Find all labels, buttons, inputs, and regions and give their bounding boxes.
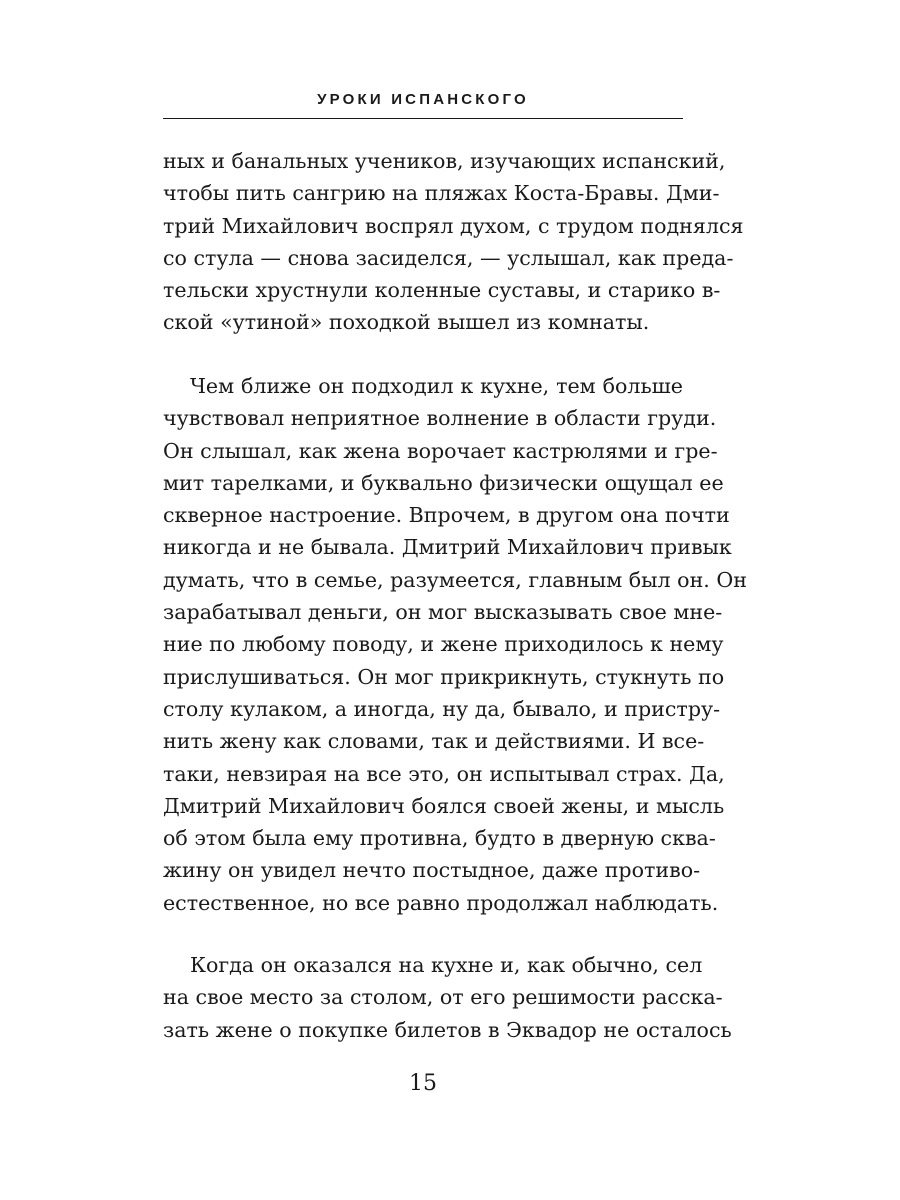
text-line: чувствовал неприятное волнение в области груди.: [163, 406, 717, 431]
text-line: таки, невзирая на все это, он испытывал страх. Да,: [163, 761, 725, 786]
text-line: жину он увидел нечто постыдное, даже противо-: [163, 858, 701, 883]
text-line: Когда он оказался на кухне и, как обычно, сел: [190, 953, 703, 977]
text-line: Он слышал, как жена ворочает кастрюлями и гре-: [163, 438, 718, 463]
text-line: зарабатывал деньги, он мог высказывать свое мне-: [163, 600, 723, 625]
paragraph-2: [163, 370, 747, 919]
text-line: тельски хрустнули коленные суставы, и старико в-: [163, 278, 721, 303]
text-line: никогда и не бывала. Дмитрий Михайлович привык: [163, 535, 732, 560]
header-rule: [163, 118, 683, 119]
text-line: ние по любому поводу, и жене приходилось к нему: [163, 632, 724, 657]
text-line: мит тарелками, и буквально физически ощущал ее: [163, 470, 724, 495]
text-line: зать жене о покупке билетов в Эквадор не осталось: [163, 1017, 732, 1042]
text-line: естественное, но все равно продолжал наблюдать.: [163, 890, 719, 915]
text-line: Дмитрий Михайлович боялся своей жены, и мысль: [163, 793, 725, 818]
text-line: на свое место за столом, от его решимости расска-: [163, 985, 723, 1010]
text-line: Чем ближе он подходил к кухне, тем больше: [190, 374, 683, 398]
text-line: ской «утиной» походкой вышел из комнаты.: [163, 310, 650, 335]
text-line: трий Михайлович воспрял духом, с трудом поднялся: [163, 213, 744, 238]
running-head: УРОКИ ИСПАНСКОГО: [317, 91, 529, 108]
text-line: столу кулаком, а иногда, ну да, бывало, и пристру-: [163, 696, 721, 721]
text-line: думать, что в семье, разумеется, главным был он. Он: [163, 567, 747, 592]
text-line: чтобы пить сангрию на пляжах Коста-Бравы. Дми-: [163, 181, 720, 206]
text-line: ных и банальных учеников, изучающих испанский,: [163, 149, 726, 173]
paragraph-3: [163, 949, 732, 1046]
page-number: 15: [409, 1071, 437, 1096]
paragraph-1: [163, 145, 744, 339]
text-line: прислушиваться. Он мог прикрикнуть, стукнуть по: [163, 664, 725, 689]
text-line: со стула — снова засиделся, — услышал, как преда-: [163, 245, 734, 270]
text-line: об этом была ему противна, будто в дверную сква-: [163, 826, 716, 851]
text-line: нить жену как словами, так и действиями. И все-: [163, 729, 705, 754]
text-line: скверное настроение. Впрочем, в другом она почти: [163, 503, 730, 528]
